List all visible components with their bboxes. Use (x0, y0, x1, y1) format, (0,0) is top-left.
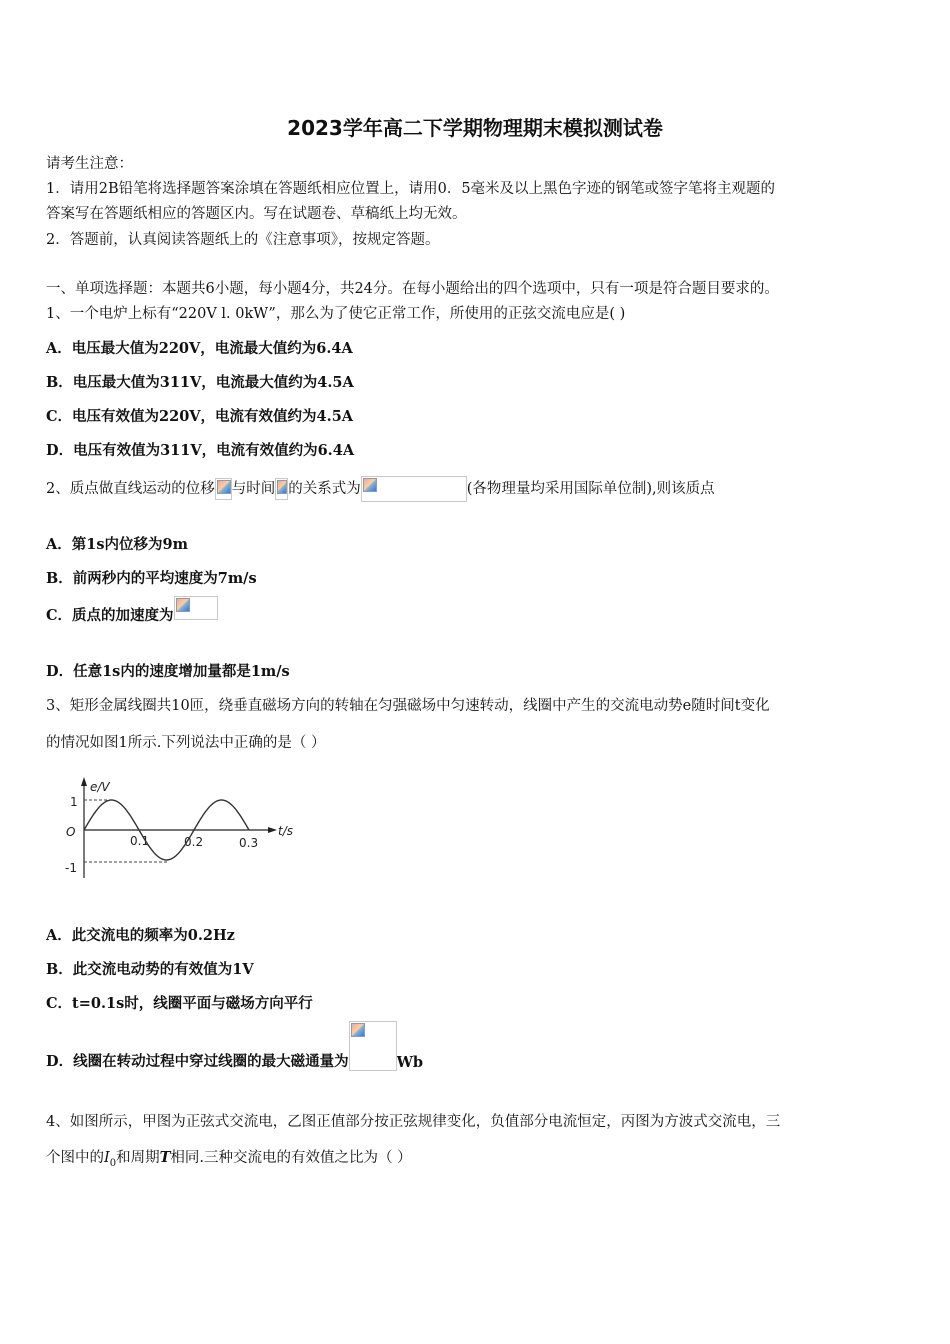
question-1-option-b: B．电压最大值为311V，电流最大值约为4.5A (46, 374, 354, 391)
origin-label: O (66, 825, 76, 839)
question-2-stem-part-2: 与时间 (231, 481, 276, 497)
notice-item-2: 2．答题前，认真阅读答题纸上的《注意事项》，按规定答题。 (46, 232, 440, 248)
question-3-stem-line-1: 3、矩形金属线圈共10匝，绕垂直磁场方向的转轴在匀强磁场中匀速转动，线圈中产生的交流电动势e随时间t变化 (46, 698, 770, 714)
question-2-option-d: D．任意1s内的速度增加量都是1m/s (46, 663, 290, 680)
question-3-option-d-unit: Wb (396, 1054, 424, 1071)
formula-image-icon (215, 478, 232, 500)
y-axis-label: e/V (90, 780, 110, 794)
question-4-stem-line-1: 4、如图所示，甲图为正弦式交流电，乙图正值部分按正弦规律变化，负值部分电流恒定，丙图为方波式交流电，三 (46, 1114, 781, 1130)
x-tick-label: 0.2 (184, 835, 204, 849)
question-3-option-c: C．t=0.1s时，线圈平面与磁场方向平行 (46, 995, 313, 1012)
current-symbol-subscript: 0 (109, 1157, 117, 1169)
y-tick-top: 1 (70, 795, 78, 809)
question-4-stem-part-3: 相同.三种交流电的有效值之比为（ ） (170, 1150, 412, 1166)
emf-time-graph (56, 774, 306, 886)
question-2-stem-part-4: (各物理量均采用国际单位制),则该质点 (466, 481, 715, 497)
question-3-option-d-text: D．线圈在转动过程中穿过线圈的最大磁通量为 (46, 1053, 349, 1070)
question-1-option-d: D．电压有效值为311V，电流有效值约为6.4A (46, 442, 355, 459)
question-4-stem-part-1: 个图中的 (46, 1150, 104, 1166)
notice-item-1-line-1: 1．请用2B铅笔将选择题答案涂填在答题纸相应位置上，请用0．5毫米及以上黑色字迹的钢笔或签字笔将主观题的 (46, 181, 776, 197)
x-tick-label: 0.1 (130, 834, 150, 848)
x-axis-arrow-icon (268, 827, 277, 833)
question-2-option-c-text: C．质点的加速度为 (46, 607, 174, 624)
question-2-option-a: A．第1s内位移为9m (46, 536, 188, 553)
question-2-stem-part-1: 2、质点做直线运动的位移 (46, 481, 215, 497)
formula-image-icon (361, 476, 467, 502)
y-tick-bottom: -1 (65, 861, 77, 875)
x-tick-label: 0.3 (239, 836, 259, 850)
question-4-stem-part-2: 和周期 (116, 1150, 160, 1166)
x-axis-label: t/s (278, 824, 293, 838)
question-2-stem-part-3: 的关系式为 (288, 481, 361, 497)
y-axis-arrow-icon (81, 777, 87, 786)
question-4-stem-line-2 (46, 1146, 412, 1169)
question-3-stem-line-2: 的情况如图1所示.下列说法中正确的是（ ） (46, 735, 326, 751)
section-heading: 一、单项选择题：本题共6小题，每小题4分，共24分。在每小题给出的四个选项中，只有一项是符合题目要求的。 (46, 281, 779, 297)
question-3-option-b: B．此交流电动势的有效值为1V (46, 961, 254, 978)
page-title: 2023学年高二下学期物理期末模拟测试卷 (287, 116, 663, 140)
formula-image-icon (349, 1021, 397, 1071)
question-2-option-b: B．前两秒内的平均速度为7m/s (46, 570, 257, 587)
current-symbol: I (104, 1150, 110, 1166)
question-1-stem: 1、一个电炉上标有“220V l. 0kW”，那么为了使它正常工作，所使用的正弦交流电应是( ) (46, 306, 626, 322)
notice-item-1-line-2: 答案写在答题纸相应的答题区内。写在试题卷、草稿纸上均无效。 (46, 206, 467, 222)
question-2-option-c (46, 604, 218, 625)
notice-heading: 请考生注意： (46, 156, 133, 172)
formula-image-icon (275, 478, 288, 500)
period-symbol: T (159, 1149, 171, 1166)
question-2-stem (46, 476, 715, 502)
question-1-option-c: C．电压有效值为220V，电流有效值约为4.5A (46, 408, 354, 425)
question-1-option-a: A．电压最大值为220V，电流最大值约为6.4A (46, 340, 353, 357)
question-3-option-d (46, 1021, 423, 1071)
question-3-option-a: A．此交流电的频率为0.2Hz (46, 927, 235, 944)
formula-image-icon (174, 596, 218, 620)
